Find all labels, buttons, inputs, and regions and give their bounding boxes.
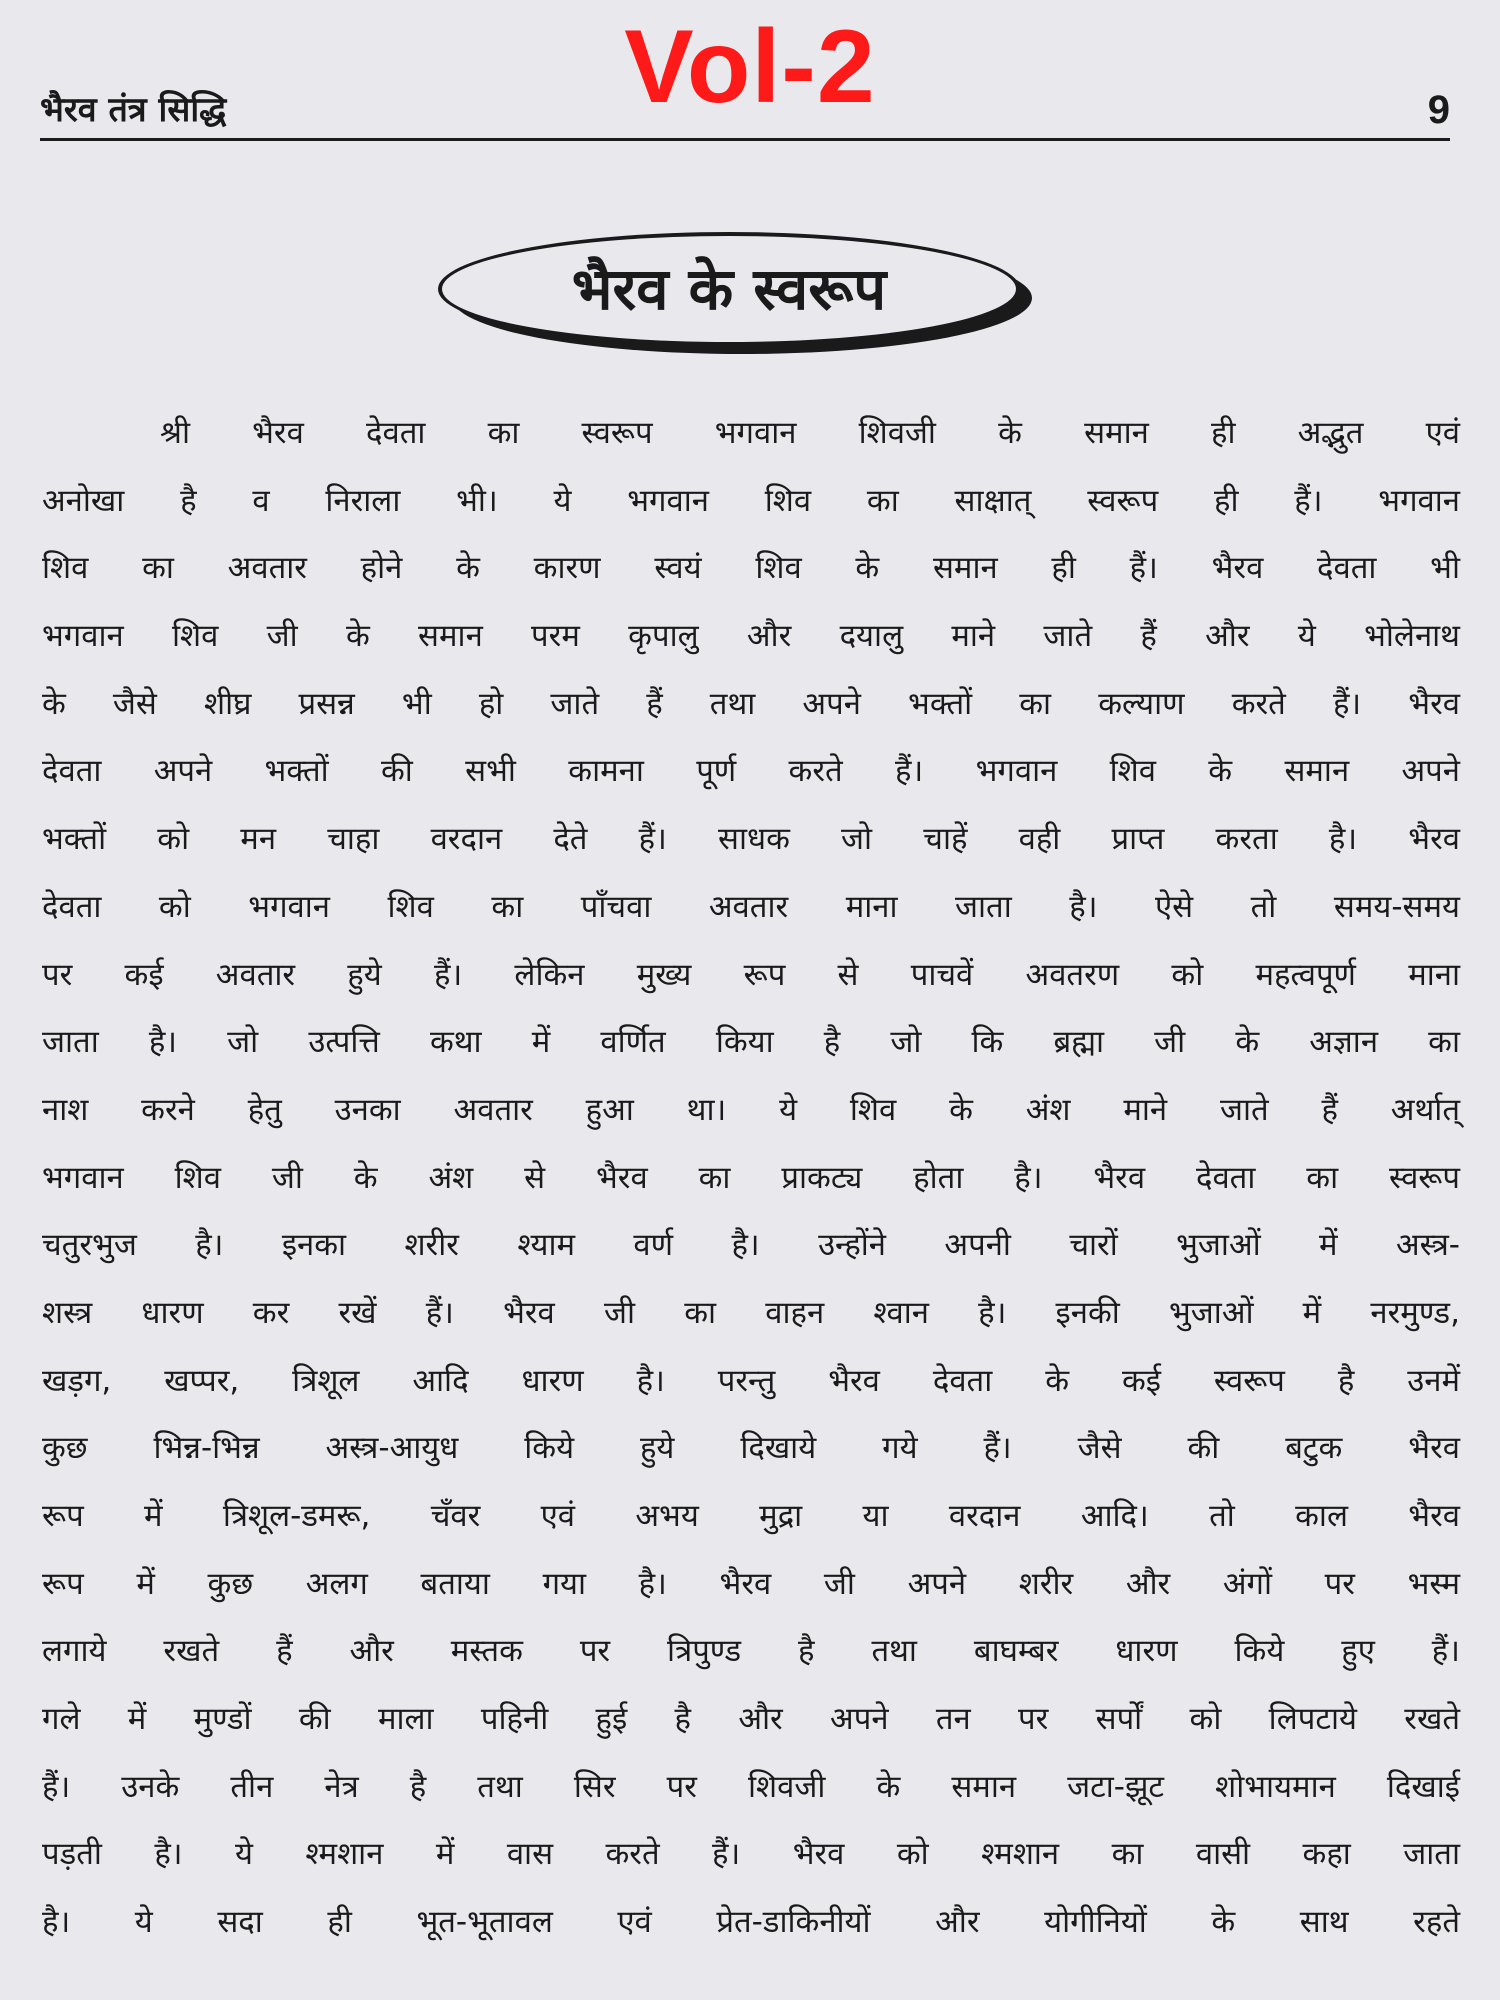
text-line: रूप में कुछ अलग बताया गया है। भैरव जी अपने शरीर और अंगों पर भस्म bbox=[42, 1565, 1460, 1602]
text-line: शस्त्र धारण कर रखें हैं। भैरव जी का वाहन श्वान है। इनकी भुजाओं में नरमुण्ड, bbox=[42, 1294, 1460, 1331]
page-number: 9 bbox=[1427, 88, 1450, 132]
text-line: श्री भैरव देवता का स्वरूप भगवान शिवजी के समान ही अद्भुत एवं bbox=[160, 415, 1460, 451]
text-line: देवता को भगवान शिव का पाँचवा अवतार माना जाता है। ऐसे तो समय-समय bbox=[42, 888, 1460, 925]
text-line: कुछ भिन्न-भिन्न अस्त्र-आयुध किये हुये दिखाये गये हैं। जैसे की बटुक भैरव bbox=[42, 1430, 1460, 1467]
text-line: देवता अपने भक्तों की सभी कामना पूर्ण करते हैं। भगवान शिव के समान अपने bbox=[42, 753, 1460, 790]
text-line: हैं। उनके तीन नेत्र है तथा सिर पर शिवजी के समान जटा-झूट शोभायमान दिखाई bbox=[42, 1768, 1460, 1805]
text-line: पर कई अवतार हुये हैं। लेकिन मुख्य रूप से पाचवें अवतरण को महत्वपूर्ण माना bbox=[42, 956, 1460, 993]
text-line: खड़ग, खप्पर, त्रिशूल आदि धारण है। परन्तु भैरव देवता के कई स्वरूप है उनमें bbox=[42, 1362, 1460, 1399]
chapter-title: भैरव के स्वरूप bbox=[571, 255, 887, 323]
running-title: भैरव तंत्र सिद्धि bbox=[40, 90, 227, 130]
header-divider bbox=[40, 138, 1450, 141]
text-line: जाता है। जो उत्पत्ति कथा में वर्णित किया है जो कि ब्रह्मा जी के अज्ञान का bbox=[42, 1024, 1460, 1061]
text-line: अनोखा है व निराला भी। ये भगवान शिव का साक्षात् स्वरूप ही हैं। भगवान bbox=[42, 482, 1460, 519]
title-oval bbox=[438, 232, 1020, 346]
running-header bbox=[40, 88, 1450, 132]
text-line: पड़ती है। ये श्मशान में वास करते हैं। भैरव को श्मशान का वासी कहा जाता bbox=[42, 1836, 1460, 1873]
text-line: के जैसे शीघ्र प्रसन्न भी हो जाते हैं तथा अपने भक्तों का कल्याण करते हैं। भैरव bbox=[42, 685, 1460, 722]
text-line: भगवान शिव जी के समान परम कृपालु और दयालु माने जाते हैं और ये भोलेनाथ bbox=[42, 618, 1460, 655]
text-line: शिव का अवतार होने के कारण स्वयं शिव के समान ही हैं। भैरव देवता भी bbox=[42, 550, 1460, 587]
text-line: गले में मुण्डों की माला पहिनी हुई है और अपने तन पर सर्पों को लिपटाये रखते bbox=[42, 1701, 1460, 1738]
text-line: चतुरभुज है। इनका शरीर श्याम वर्ण है। उन्होंने अपनी चारों भुजाओं में अस्त्र- bbox=[42, 1227, 1460, 1264]
text-line: है। ये सदा ही भूत-भूतावल एवं प्रेत-डाकिनीयों और योगीनियों के साथ रहते bbox=[42, 1904, 1460, 1941]
body-text bbox=[42, 400, 1460, 1957]
text-line: नाश करने हेतु उनका अवतार हुआ था। ये शिव के अंश माने जाते हैं अर्थात् bbox=[42, 1091, 1460, 1128]
text-line: रूप में त्रिशूल-डमरू, चँवर एवं अभय मुद्रा या वरदान आदि। तो काल भैरव bbox=[42, 1498, 1460, 1534]
text-line: लगाये रखते हैं और मस्तक पर त्रिपुण्ड है तथा बाघम्बर धारण किये हुए हैं। bbox=[42, 1633, 1460, 1670]
chapter-title-frame bbox=[438, 232, 1038, 358]
volume-label: Vol-2 bbox=[624, 9, 876, 125]
text-line: भगवान शिव जी के अंश से भैरव का प्राकट्य होता है। भैरव देवता का स्वरूप bbox=[42, 1159, 1460, 1196]
text-line: भक्तों को मन चाहा वरदान देते हैं। साधक जो चाहें वही प्राप्त करता है। भैरव bbox=[42, 821, 1460, 858]
